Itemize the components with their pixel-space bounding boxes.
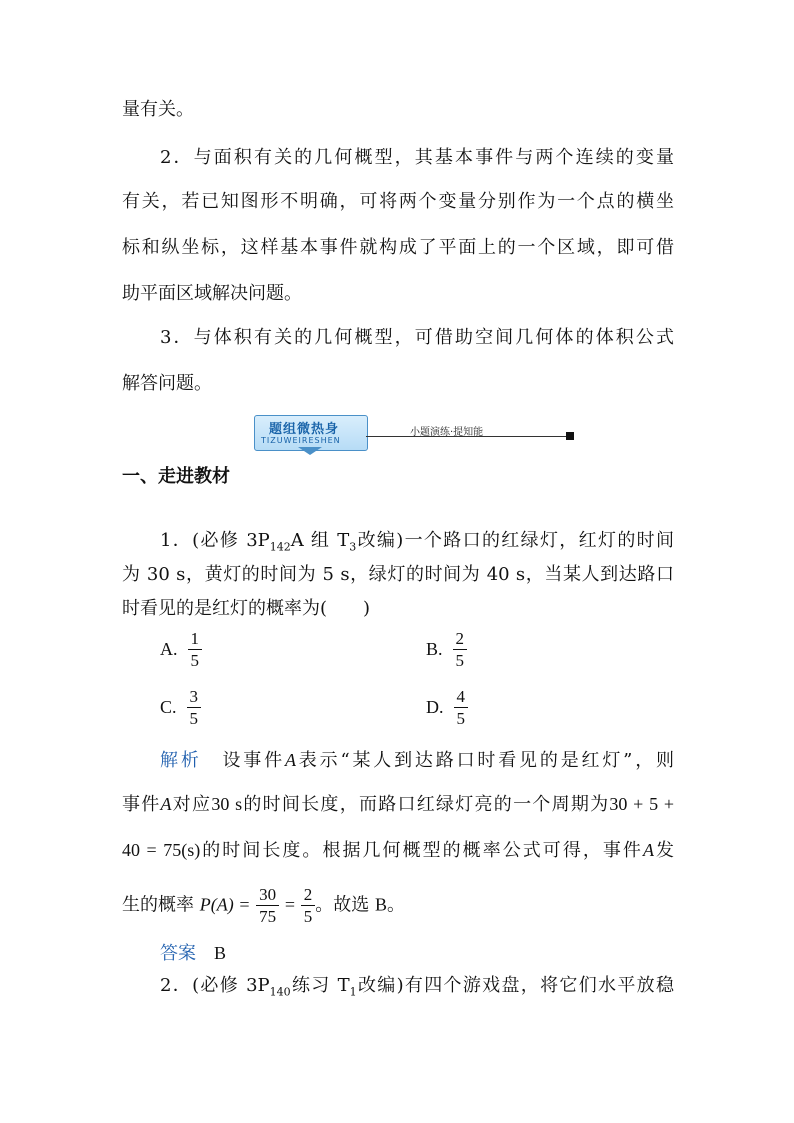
- banner-subtitle: TIZUWEIRESHEN: [261, 436, 341, 445]
- q1-line2: 为 30 s，黄灯的时间为 5 s，绿灯的时间为 40 s，当某人到达路口: [122, 564, 674, 585]
- banner-title: 题组微热身: [269, 422, 340, 437]
- option-a: A. $\frac{1}{5}$: [160, 628, 202, 671]
- option-b: B. $\frac{2}{5}$: [426, 628, 467, 671]
- intro-line1: 量有关。: [122, 99, 194, 120]
- p2-line1: 2．与面积有关的几何概型，其基本事件与两个连续的变量: [160, 147, 674, 168]
- answer-value: B: [214, 943, 227, 963]
- option-d: D. $\frac{4}{5}$: [426, 686, 468, 729]
- p3-line1: 3．与体积有关的几何概型，可借助空间几何体的体积公式: [160, 327, 674, 348]
- section-banner: [254, 413, 576, 453]
- solution-line4: 生的概率 P(A) = $\frac{30}{75}$ = $\frac{2}{5}$ 。故选 B。: [122, 885, 405, 926]
- p2-line3: 标和纵坐标，这样基本事件就构成了平面上的一个区域，即可借: [122, 237, 674, 258]
- option-c: C. $\frac{3}{5}$: [160, 686, 201, 729]
- solution-line3: 40 = 75(s)的时间长度。根据几何概型的概率公式可得，事件A发: [122, 840, 675, 861]
- banner-notch: [298, 447, 322, 455]
- banner-tail: [566, 432, 574, 440]
- solution-line2: 事件A对应30 s的时间长度，而路口红绿灯亮的一个周期为30 + 5 +: [122, 794, 675, 815]
- solution-line1: 解析 设事件A表示“某人到达路口时看见的是红灯”，则: [160, 750, 675, 771]
- section-heading: 一、走进教材: [122, 466, 230, 487]
- q2-line1: 2．(必修 $3P_{140}$练习 $T_1$改编)有四个游戏盘，将它们水平放稳: [160, 975, 674, 999]
- q1-line3: 时看见的是红灯的概率为( ): [122, 598, 371, 619]
- answer-line: [160, 941, 674, 966]
- banner-slogan: 小题演练·提知能: [410, 427, 484, 438]
- p3-line2: 解答问题。: [122, 373, 212, 394]
- banner-tag: [254, 415, 368, 451]
- p2-line2: 有关，若已知图形不明确，可将两个变量分别作为一个点的横坐: [122, 191, 674, 212]
- q1-line1: 1．(必修 $3P_{142}A$ 组 $T_3$改编)一个路口的红绿灯，红灯的时间: [160, 530, 674, 554]
- p2-line4: 助平面区域解决问题。: [122, 283, 302, 304]
- answer-label: 答案: [160, 943, 196, 964]
